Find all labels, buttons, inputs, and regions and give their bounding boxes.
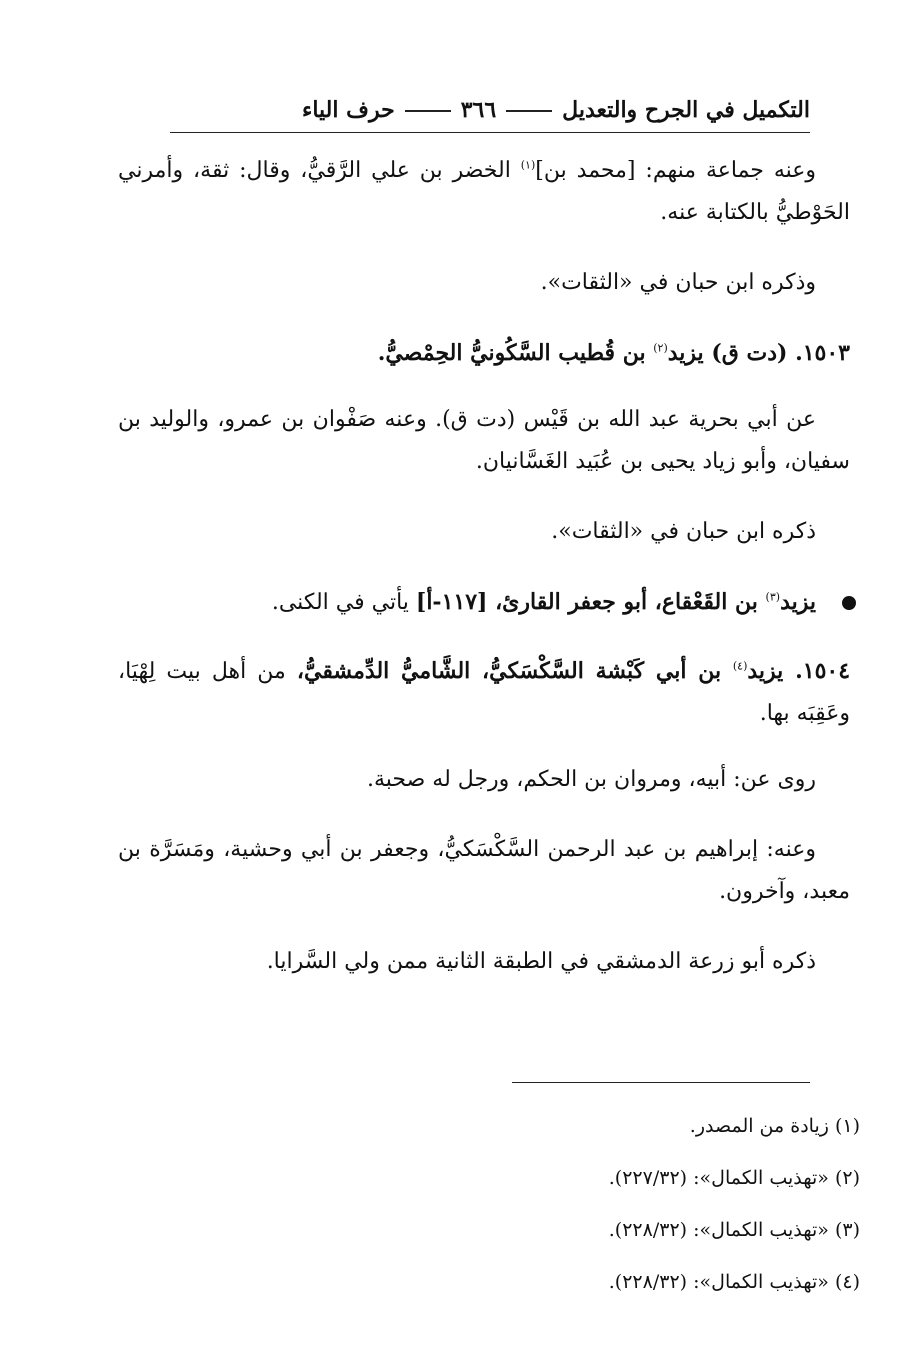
page-header xyxy=(170,92,810,133)
bullet-icon xyxy=(842,596,856,610)
footnote-ref: (٤) xyxy=(732,659,748,673)
paragraph: ذكره ابن حبان في «الثقات». xyxy=(551,519,816,544)
entry-number: ١٥٠٤. xyxy=(795,658,851,684)
paragraph-text: الخضر بن علي الرَّقيُّ، وقال: ثقة، وأمرني الحَوْطيُّ بالكتابة عنه. xyxy=(118,158,850,225)
footnote-3: (٣) «تهذيب الكمال»: (٢٢٨/٣٢). xyxy=(608,1219,860,1241)
footnote-1: (١) زيادة من المصدر. xyxy=(689,1115,860,1137)
footnotes xyxy=(300,1100,860,1308)
paragraph: روى عن: أبيه، ومروان بن الحكم، ورجل له صحبة. xyxy=(366,767,816,792)
entry-name: يزيد xyxy=(747,658,796,684)
paragraph: وذكره ابن حبان في «الثقات». xyxy=(540,270,816,295)
footnote-ref: (٣) xyxy=(765,590,781,604)
book-title: التكميل في الجرح والتعديل xyxy=(562,97,810,123)
paragraph xyxy=(118,150,850,234)
entry-number: ١٥٠٣. xyxy=(795,340,850,366)
footnote-2: (٢) «تهذيب الكمال»: (٢٢٧/٣٢). xyxy=(608,1167,860,1189)
entry-name: بن قُطيب السَّكُونيُّ الحِمْصيُّ. xyxy=(377,340,654,366)
footnote-ref: (١) xyxy=(520,158,536,172)
paragraph: ذكره أبو زرعة الدمشقي في الطبقة الثانية ممن ولي السَّرايا. xyxy=(266,949,816,974)
entry-text: من أهل بيت لِهْيَا، وعَقِبَه بها. xyxy=(118,659,850,726)
header-dash xyxy=(405,110,451,112)
paragraph: عن أبي بحرية عبد الله بن قَيْس (دت ق). وعنه صَفْوان بن عمرو، والوليد بن سفيان، وأبو زياد يحيى بن عُبَيد الغَسَّانيان. xyxy=(118,407,850,474)
entry-name: بن أبي كَبْشة السَّكْسَكيُّ، الشَّاميُّ الدِّمشقيُّ، xyxy=(296,658,733,684)
paragraph-text: وعنه جماعة منهم: [محمد بن] xyxy=(535,158,816,183)
entry-1504 xyxy=(118,650,850,735)
entry-name: (دت ق) يزيد xyxy=(667,340,796,366)
page-body xyxy=(118,150,850,1011)
section-title: حرف الياء xyxy=(301,97,395,123)
footnote-ref: (٢) xyxy=(653,341,668,355)
entry-text: يأتي في الكنى. xyxy=(271,590,416,615)
paragraph: وعنه: إبراهيم بن عبد الرحمن السَّكْسَكيُّ، وجعفر بن أبي وحشية، ومَسَرَّة بن معبد، وآخرون. xyxy=(118,837,850,904)
entry-1503 xyxy=(118,332,850,375)
footnote-divider xyxy=(512,1082,810,1083)
entry-name: يزيد xyxy=(780,589,816,615)
page-number: ٣٦٦ xyxy=(460,97,497,123)
cross-reference-entry xyxy=(118,581,850,624)
footnote-4: (٤) «تهذيب الكمال»: (٢٢٨/٣٢). xyxy=(608,1271,860,1293)
header-dash xyxy=(506,110,552,112)
entry-name: بن القَعْقاع، أبو جعفر القارئ، [١١٧-أ] xyxy=(415,589,766,615)
